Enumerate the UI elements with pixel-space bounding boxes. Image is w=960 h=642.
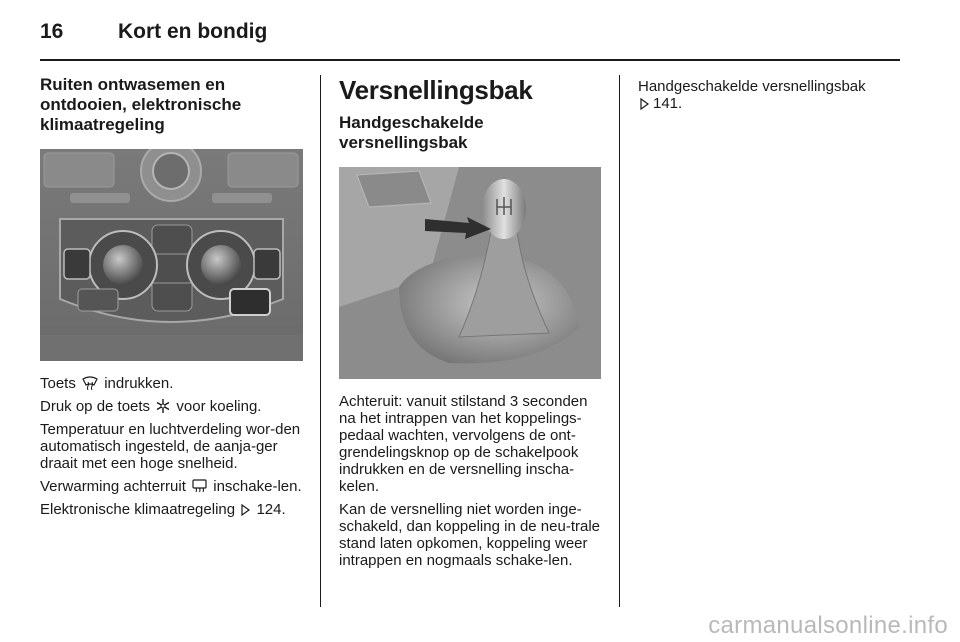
page-number: 16 [40, 20, 64, 43]
column-divider-left [320, 75, 321, 607]
right-column [638, 75, 900, 118]
climate-xref [40, 501, 304, 518]
cooling-text [40, 398, 304, 415]
rear-window-heating-icon [192, 479, 207, 493]
reverse-gear-text: Achteruit: vanuit stilstand 3 seconden na het intrappen van het koppelings-pedaal wachten, vervolgens de ont-grendelingsknop op de schakelpook indrukken en de versnelling inscha-kelen. [339, 393, 588, 495]
cooling-before: Druk op de toets [40, 398, 151, 415]
left-column [40, 75, 304, 524]
gearbox-xref [638, 78, 900, 112]
watermark: carmanualsonline.info [708, 612, 948, 639]
chapter-title: Kort en bondig [118, 20, 268, 43]
climate-control-illustration [40, 149, 303, 361]
press-defrost-after: indrukken. [104, 375, 174, 392]
manual-gearbox-heading: Handgeschakelde versnellingsbak [339, 113, 484, 152]
gear-lever-illustration [339, 167, 601, 379]
xref-arrow-icon [640, 98, 649, 110]
rear-heating-before: Verwarming achterruit [40, 478, 186, 495]
gear-retry-text: Kan de versnelling niet worden inge-schakeld, dan koppeling in de neu-trale stand laten opkomen, koppeling weer intrappen en nogmaals schake-len. [339, 501, 601, 569]
climate-heading: Ruiten ontwasemen en ontdooien, elektronische klimaatregeling [40, 75, 242, 134]
middle-column [339, 75, 603, 575]
page-header [40, 14, 900, 58]
section-title: Versnellingsbak [339, 75, 533, 105]
auto-setting-text: Temperatuur en luchtverdeling wor-den automatisch ingesteld, de aanja-ger draait met een hoge snelheid. [40, 421, 301, 472]
climate-xref-page[interactable]: 124. [256, 501, 286, 518]
rear-heating-after: inschake-len. [213, 478, 302, 495]
windscreen-defrost-icon [82, 376, 98, 390]
press-defrost-before: Toets [40, 375, 76, 392]
cooling-after: voor koeling. [176, 398, 262, 415]
header-rule [40, 59, 900, 61]
column-divider-right [619, 75, 620, 607]
snowflake-icon [156, 399, 170, 413]
xref-arrow-icon [241, 504, 250, 516]
press-defrost-text [40, 375, 304, 392]
climate-xref-text: Elektronische klimaatregeling [40, 501, 236, 518]
gearbox-xref-page[interactable]: 141. [653, 95, 683, 112]
gearbox-xref-text: Handgeschakelde versnellingsbak [638, 78, 866, 95]
rear-heating-text [40, 478, 304, 495]
